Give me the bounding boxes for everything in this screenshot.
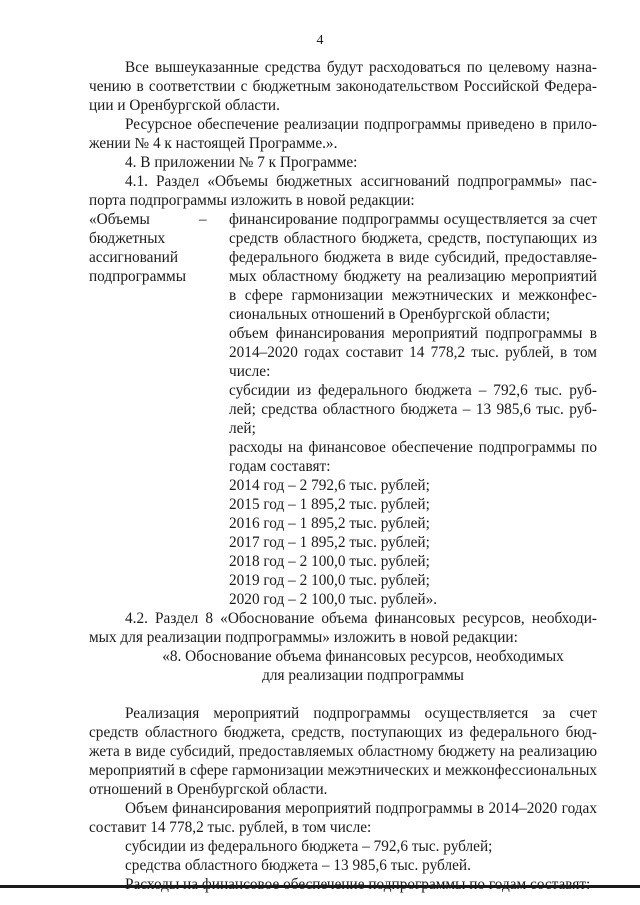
year-line: 2020 год – 2 100,0 тыс. рублей». <box>229 591 438 608</box>
passport-dash: – <box>199 211 207 228</box>
paragraph-appendix-7: 4. В приложении № 7 к Программе: <box>125 154 358 171</box>
text-line: мых для реализации подпрограммы» изложить в новой редакции: <box>89 629 518 646</box>
year-line: 2015 год – 1 895,2 тыс. рублей; <box>229 496 430 513</box>
text-line: объем финансирования мероприятий подпрограммы в <box>229 325 597 342</box>
text-line: расходы на финансовое обеспечение подпрограммы по <box>229 439 597 456</box>
text-line: Объем финансирования мероприятий подпрограммы в 2014–2020 годах <box>125 800 597 817</box>
text-line: мероприятий в сфере гармонизации межэтнических и межконфессиональных <box>89 762 597 779</box>
text-line: отношений в Оренбургской области. <box>89 781 328 798</box>
spacer <box>89 685 597 704</box>
text-line: 4.2. Раздел 8 «Обоснование объема финансовых ресурсов, необходи- <box>125 610 597 627</box>
text-line: федерального бюджета в виде субсидий, предоставляе- <box>229 249 597 266</box>
text-line: годам составят: <box>229 458 331 475</box>
funding-by-year-list <box>229 476 597 609</box>
text-line: порта подпрограммы изложить в новой редакции: <box>89 192 415 209</box>
text-line: Все вышеуказанные средства будут расходоваться по целевому назна- <box>125 59 597 76</box>
passport-table <box>89 210 597 609</box>
text-line: лей; <box>229 420 256 437</box>
text-line: 2014–2020 годах составит 14 778,2 тыс. рублей, в том <box>229 344 597 361</box>
text-line: финансирование подпрограммы осуществляется за счет <box>229 211 597 228</box>
paragraph-federal-subsidies: субсидии из федерального бюджета – 792,6 тыс. рублей; <box>125 838 493 855</box>
text-line: ции и Оренбургской области. <box>89 97 280 114</box>
paragraph-resource-support <box>89 115 597 153</box>
text-line: средств областного бюджета, средств, поступающих из федерального бюд- <box>89 724 597 741</box>
year-line: 2014 год – 2 792,6 тыс. рублей; <box>229 477 430 494</box>
section-8-heading <box>89 647 597 685</box>
label-line: «Объемы <box>89 211 150 228</box>
text-line: чению в соответствии с бюджетным законодательством Российской Федера- <box>89 78 597 95</box>
text-line: сиональных отношений в Оренбургской области; <box>229 306 551 323</box>
text-line: Реализация мероприятий подпрограммы осуществляется за счет <box>125 705 597 722</box>
year-line: 2019 год – 2 100,0 тыс. рублей; <box>229 572 430 589</box>
text-line: жета в виде субсидий, предоставляемых областному бюджету на реализацию <box>89 743 597 760</box>
page-bottom-rule <box>0 885 640 888</box>
text-line: мых областному бюджету на реализацию мероприятий <box>229 268 597 285</box>
paragraph-implementation <box>89 704 597 799</box>
text-line: средств областного бюджета, средств, поступающих из <box>229 230 597 247</box>
text-line: числе: <box>229 363 271 380</box>
text-line: 4.1. Раздел «Объемы бюджетных ассигнований подпрограммы» пас- <box>125 173 597 190</box>
year-line: 2016 год – 1 895,2 тыс. рублей; <box>229 515 430 532</box>
text-line: Ресурсное обеспечение реализации подпрограммы приведено в прило- <box>125 116 597 133</box>
text-line: субсидии из федерального бюджета – 792,6 тыс. руб- <box>229 382 597 399</box>
page-number: 4 <box>316 33 324 48</box>
label-line: бюджетных <box>89 230 166 247</box>
year-line: 2018 год – 2 100,0 тыс. рублей; <box>229 553 430 570</box>
label-line: подпрограммы <box>89 268 187 285</box>
heading-line: для реализации подпрограммы <box>262 667 464 684</box>
passport-text <box>229 210 597 609</box>
text-line: составит 14 778,2 тыс. рублей, в том числе: <box>89 819 372 836</box>
paragraph-section-4-1 <box>89 172 597 210</box>
year-line: 2017 год – 1 895,2 тыс. рублей; <box>229 534 430 551</box>
text-line: жении № 4 к настоящей Программе.». <box>89 135 338 152</box>
text-line: лей; средства областного бюджета – 13 985,6 тыс. руб- <box>229 401 597 418</box>
paragraph-funds-usage <box>89 58 597 115</box>
text-line: в сфере гармонизации межэтнических и межконфес- <box>229 287 597 304</box>
paragraph-section-4-2 <box>89 609 597 647</box>
passport-label <box>89 210 199 609</box>
label-line: ассигнований <box>89 249 179 266</box>
paragraph-regional-budget: средства областного бюджета – 13 985,6 тыс. рублей. <box>125 857 471 874</box>
document-body <box>89 58 597 894</box>
heading-line: «8. Обоснование объема финансовых ресурсов, необходимых <box>162 648 564 665</box>
paragraph-funding-volume <box>89 799 597 837</box>
